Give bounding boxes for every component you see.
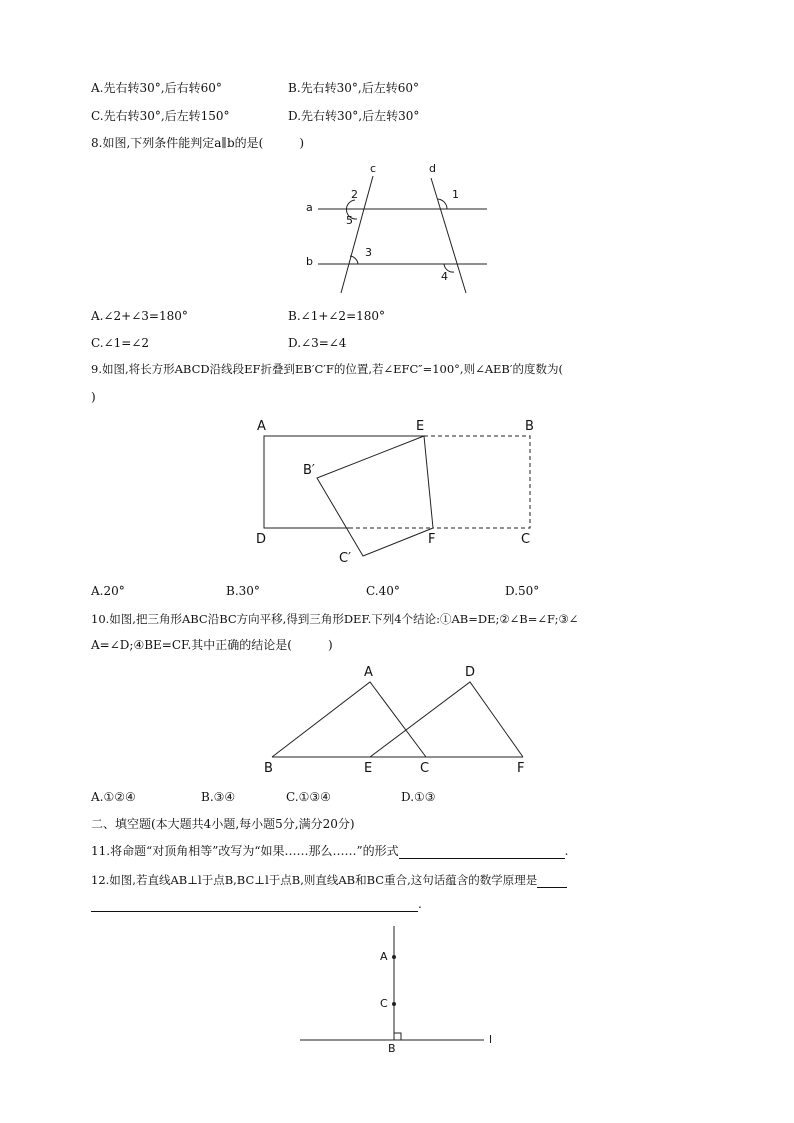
q11-stem: 11.将命题“对顶角相等”改写为“如果……那么……”的形式 — [91, 844, 399, 858]
q10-stem-line2: A=∠D;④BE=CF.其中正确的结论是( ) — [91, 638, 333, 652]
triangle-def — [370, 682, 523, 757]
q8-option-a: A.∠2+∠3=180° — [91, 309, 188, 323]
q11-answer-blank[interactable] — [399, 846, 565, 859]
q8-figure — [318, 176, 487, 293]
q10-label-c: C — [420, 761, 430, 776]
q12-answer-blank-2[interactable] — [91, 899, 418, 912]
q9-stem: 9.如图,将长方形ABCD沿线段EF折叠到EB′C′F的位置,若∠EFC″=100°,则∠AEB′的度数为( — [91, 362, 563, 376]
q11-end: . — [564, 844, 569, 858]
q8-label-3: 3 — [365, 246, 372, 259]
q9-stem-end: ) — [91, 390, 96, 404]
q12-end: . — [418, 897, 422, 911]
section2-title: 二、填空题(本大题共4小题,每小题5分,满分20分) — [91, 817, 355, 831]
q12-line2 — [91, 897, 422, 912]
right-angle-mark — [394, 1033, 401, 1040]
q12-label-l: l — [489, 1033, 493, 1046]
q8-option-c: C.∠1=∠2 — [91, 336, 150, 350]
q7-option-a: A.先右转30°,后右转60° — [91, 81, 222, 95]
q9-option-a: A.20° — [91, 584, 125, 598]
q9-option-b: B.30° — [226, 584, 260, 598]
q9-label-f: F — [428, 532, 436, 547]
q9-label-c-prime: C′ — [339, 551, 352, 566]
q7-option-b: B.先右转30°,后左转60° — [288, 81, 419, 95]
line-d — [431, 178, 466, 293]
q8-label-d: d — [429, 162, 436, 175]
q8-option-b: B.∠1+∠2=180° — [288, 309, 386, 323]
q8-label-1: 1 — [452, 188, 459, 201]
q9-label-b-prime: B′ — [303, 463, 315, 478]
q8-label-4: 4 — [441, 270, 448, 283]
q12-figure — [300, 926, 484, 1040]
q8-label-c: c — [370, 162, 377, 175]
q9-option-d: D.50° — [505, 584, 540, 598]
q9-option-c: C.40° — [366, 584, 400, 598]
q12-line1 — [91, 873, 567, 888]
q12-answer-blank-1[interactable] — [537, 875, 567, 888]
q7-option-d: D.先右转30°,后左转30° — [288, 109, 420, 123]
q10-option-c: C.①③④ — [286, 790, 331, 804]
q9-label-d: D — [256, 532, 267, 547]
q10-label-e: E — [364, 761, 373, 776]
point-a — [392, 955, 396, 959]
q12-stem: 12.如图,若直线AB⊥l于点B,BC⊥l于点B,则直线AB和BC重合,这句话蕴含的数学原理是 — [91, 873, 538, 887]
q9-label-c: C — [521, 532, 531, 547]
q9-label-e: E — [416, 419, 425, 434]
q7-option-c: C.先右转30°,后左转150° — [91, 109, 230, 123]
triangle-abc — [272, 682, 426, 757]
q12-label-c: C — [380, 997, 388, 1010]
q11-line — [91, 844, 568, 859]
q8-stem: 8.如图,下列条件能判定a∥b的是( ) — [91, 136, 305, 150]
q8-option-d: D.∠3=∠4 — [288, 336, 347, 350]
q12-label-b: B — [388, 1042, 396, 1055]
rect-dashed-part — [424, 436, 530, 528]
q8-label-5: 5 — [346, 214, 353, 227]
folded-quad — [317, 436, 436, 556]
q10-stem-line1: 10.如图,把三角形ABC沿BC方向平移,得到三角形DEF.下列4个结论:①AB=DE;②∠B=∠F;③∠ — [91, 612, 579, 626]
q9-label-b: B — [525, 419, 534, 434]
q9-label-a: A — [257, 419, 266, 434]
q10-label-d: D — [465, 665, 476, 680]
q10-option-b: B.③④ — [201, 790, 236, 804]
q8-label-2: 2 — [351, 188, 358, 201]
q8-label-b: b — [306, 255, 313, 268]
q8-label-a: a — [306, 201, 313, 214]
point-c — [392, 1002, 396, 1006]
q10-label-f: F — [517, 761, 525, 776]
q10-option-a: A.①②④ — [91, 790, 136, 804]
rect-left-part — [264, 436, 424, 528]
q10-label-b: B — [264, 761, 273, 776]
q10-option-d: D.①③ — [401, 790, 436, 804]
q9-figure — [264, 436, 530, 556]
q10-figure — [272, 682, 523, 757]
q12-label-a: A — [380, 950, 388, 963]
q10-label-a: A — [364, 665, 373, 680]
